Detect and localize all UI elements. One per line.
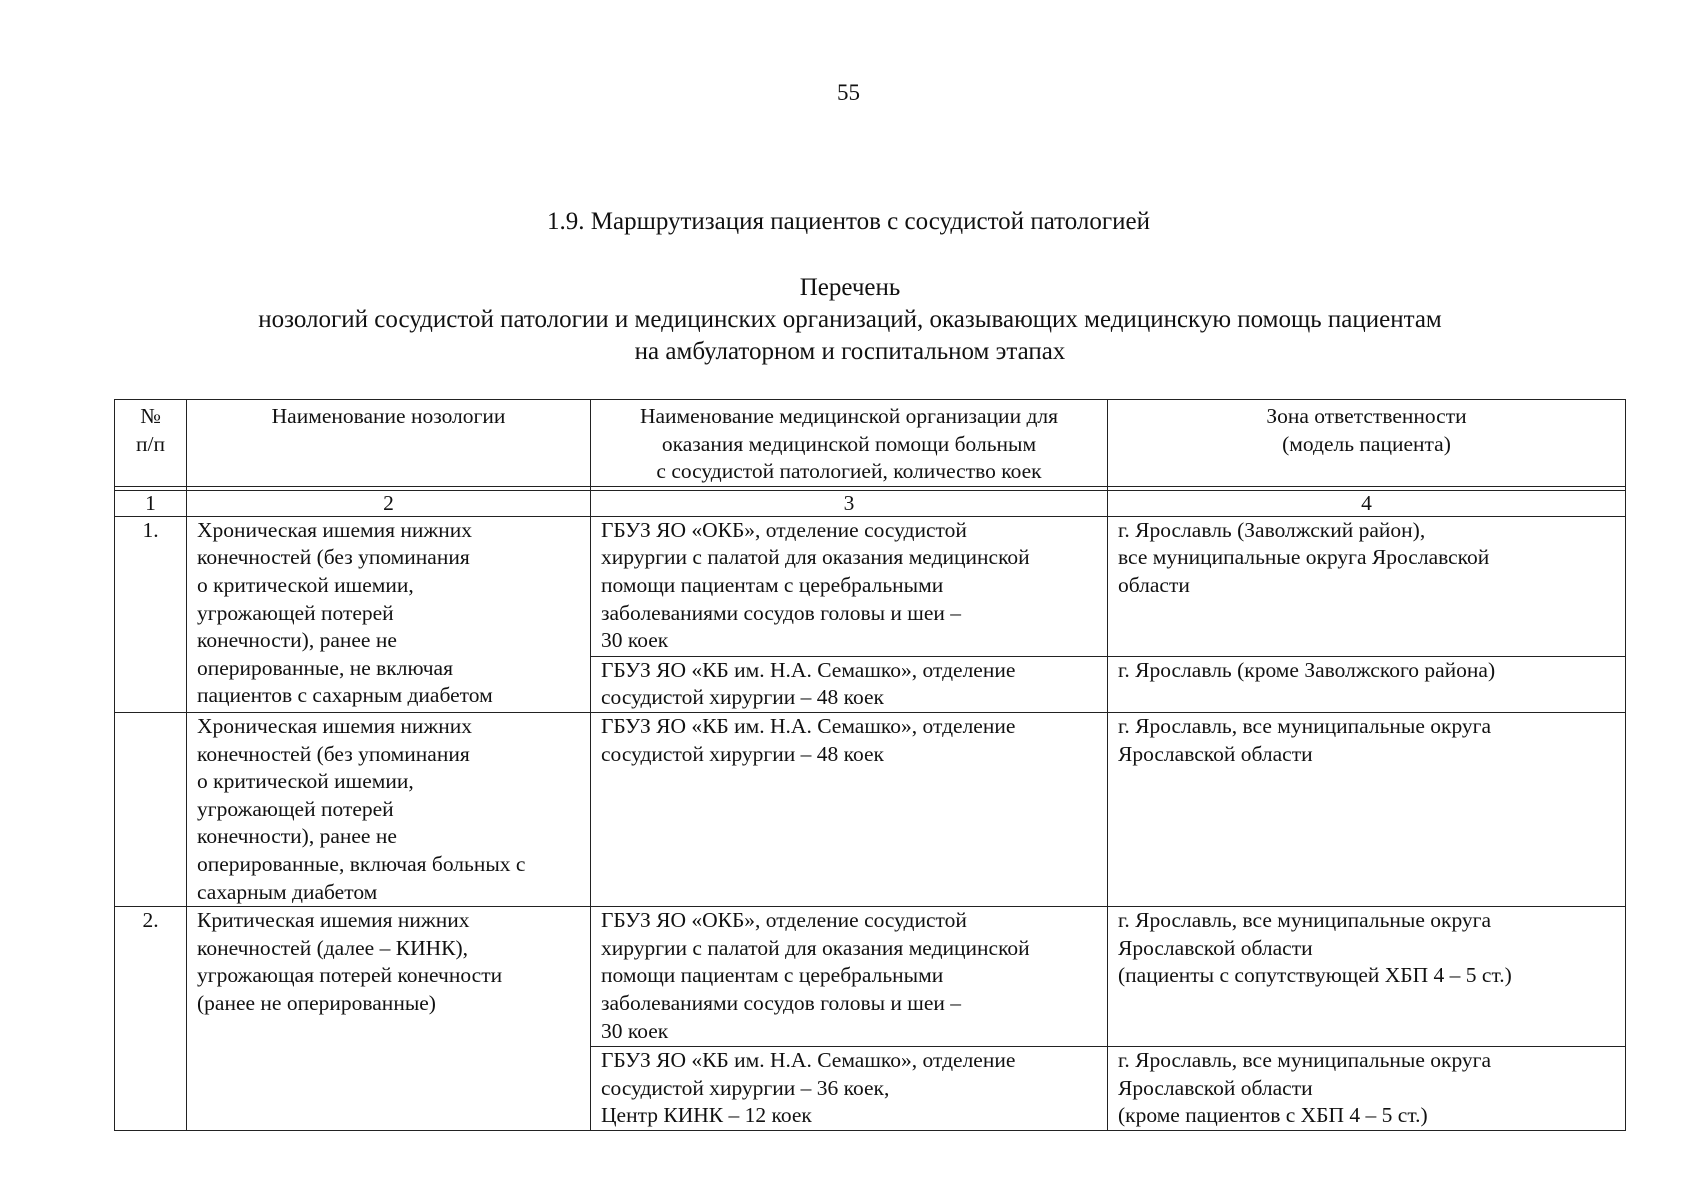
nosology-cell: Хроническая ишемия нижних конечностей (без упоминания о критической ишемии, угрожающей потерей конечности), ранее не оперированные, не включая пациентов с сахарным диабетом — [187, 516, 591, 712]
column-number: 2 — [187, 490, 591, 516]
column-number: 4 — [1108, 490, 1626, 516]
organization-cell: ГБУЗ ЯО «ОКБ», отделение сосудистой хирургии с палатой для оказания медицинской помощи пациентам с церебральными заболеваниями сосудов головы и шеи – 30 коек — [591, 516, 1108, 656]
zone-cell: г. Ярославль (кроме Заволжского района) — [1108, 656, 1626, 712]
column-number: 1 — [115, 490, 187, 516]
heading-line-1: Перечень — [799, 274, 901, 301]
table-heading — [80, 272, 1620, 368]
page-number: 55 — [837, 80, 860, 105]
table-row — [115, 712, 1626, 906]
column-numbers-row — [115, 490, 1626, 516]
header-number: № п/п — [115, 400, 187, 487]
table-row — [115, 907, 1626, 1047]
row-number: 2. — [115, 907, 187, 1131]
nosology-cell: Хроническая ишемия нижних конечностей (без упоминания о критической ишемии, угрожающей потерей конечности), ранее не оперированные, включая больных с сахарным диабетом — [187, 712, 591, 906]
organization-cell: ГБУЗ ЯО «КБ им. Н.А. Семашко», отделение сосудистой хирургии – 48 коек — [591, 656, 1108, 712]
heading-line-2: нозологий сосудистой патологии и медицинских организаций, оказывающих медицинскую помощь пациентам — [258, 306, 1442, 333]
zone-cell: г. Ярославль, все муниципальные округа Ярославской области — [1108, 712, 1626, 906]
zone-cell: г. Ярославль, все муниципальные округа Ярославской области (кроме пациентов с ХБП 4 – 5 ст.) — [1108, 1047, 1626, 1131]
organization-cell: ГБУЗ ЯО «КБ им. Н.А. Семашко», отделение сосудистой хирургии – 36 коек, Центр КИНК – 12 коек — [591, 1047, 1108, 1131]
routing-table — [114, 399, 1626, 1131]
section-title: 1.9. Маршрутизация пациентов с сосудистой патологией — [547, 208, 1150, 235]
row-number: 1. — [115, 516, 187, 712]
column-number: 3 — [591, 490, 1108, 516]
heading-line-3: на амбулаторном и госпитальном этапах — [634, 338, 1066, 365]
zone-cell: г. Ярославль, все муниципальные округа Ярославской области (пациенты с сопутствующей ХБП 4 – 5 ст.) — [1108, 907, 1626, 1047]
table-row — [115, 516, 1626, 656]
header-zone: Зона ответственности (модель пациента) — [1108, 400, 1626, 487]
organization-cell: ГБУЗ ЯО «КБ им. Н.А. Семашко», отделение сосудистой хирургии – 48 коек — [591, 712, 1108, 906]
header-nosology: Наименование нозологии — [187, 400, 591, 487]
table-header-row — [115, 400, 1626, 487]
nosology-cell: Критическая ишемия нижних конечностей (далее – КИНК), угрожающая потерей конечности (ранее не оперированные) — [187, 907, 591, 1131]
header-organization: Наименование медицинской организации для оказания медицинской помощи больным с сосудистой патологией, количество коек — [591, 400, 1108, 487]
organization-cell: ГБУЗ ЯО «ОКБ», отделение сосудистой хирургии с палатой для оказания медицинской помощи пациентам с церебральными заболеваниями сосудов головы и шеи – 30 коек — [591, 907, 1108, 1047]
row-number — [115, 712, 187, 906]
zone-cell: г. Ярославль (Заволжский район), все муниципальные округа Ярославской области — [1108, 516, 1626, 656]
